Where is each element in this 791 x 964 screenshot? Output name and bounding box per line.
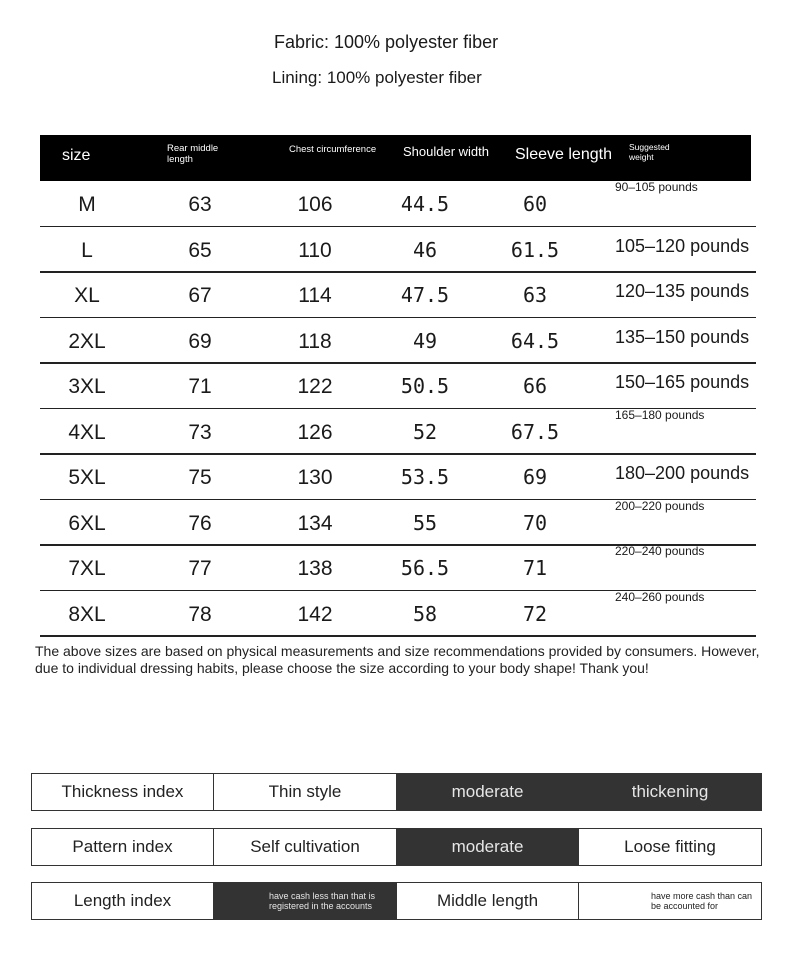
row-size: 6XL: [68, 511, 106, 535]
table-row: [40, 407, 751, 455]
table-row: [40, 546, 751, 591]
table-row: [40, 319, 751, 364]
lining-info: Lining: 100% polyester fiber: [272, 68, 482, 87]
row-rear-length: 67: [188, 284, 212, 307]
pattern-index-bar: [31, 828, 762, 868]
row-sleeve: 72: [522, 601, 548, 626]
row-chest: 118: [298, 329, 332, 353]
header-rear-length: Rear middle length: [167, 143, 219, 165]
row-sleeve: 66: [522, 374, 548, 398]
row-size: 2XL: [68, 329, 106, 353]
row-size: 7XL: [68, 557, 106, 580]
length-index-label: Length index: [31, 882, 214, 920]
row-chest: 114: [298, 284, 332, 307]
row-sleeve: 63: [522, 283, 548, 307]
row-sleeve: 70: [522, 510, 548, 535]
row-weight: 240–260 pounds: [615, 589, 705, 604]
row-size: L: [81, 238, 93, 262]
row-size: 3XL: [68, 375, 106, 398]
row-weight: 120–135 pounds: [615, 281, 750, 301]
row-divider: [40, 635, 756, 637]
row-weight: 135–150 pounds: [615, 326, 750, 347]
length-option-short: have cash less than that is registered in the accounts: [213, 882, 397, 920]
row-chest: 106: [297, 193, 333, 216]
table-row: [40, 273, 751, 318]
row-size: 4XL: [68, 420, 106, 444]
row-rear-length: 65: [188, 238, 212, 262]
row-size: M: [78, 193, 96, 216]
row-weight: 150–165 pounds: [615, 372, 750, 392]
row-weight: 180–200 pounds: [615, 463, 750, 483]
row-chest: 142: [297, 602, 333, 626]
table-row: [40, 228, 751, 273]
size-note: The above sizes are based on physical measurements and size recommendations provided by consumers. However, due to individual dressing habits, please choose the size according to your body shape! Thank you!: [35, 643, 760, 676]
row-shoulder: 49: [412, 328, 438, 353]
pattern-option-loose: Loose fitting: [578, 828, 762, 866]
length-index-bar: [31, 882, 762, 922]
row-shoulder: 52: [412, 419, 438, 444]
row-sleeve: 69: [522, 465, 548, 489]
row-weight: 220–240 pounds: [615, 544, 705, 558]
row-weight: 105–120 pounds: [615, 235, 750, 256]
row-rear-length: 78: [188, 602, 212, 626]
row-size: 5XL: [68, 466, 106, 489]
row-chest: 122: [297, 375, 333, 398]
row-shoulder: 53.5: [400, 465, 450, 489]
row-rear-length: 63: [188, 193, 212, 216]
row-sleeve: 64.5: [510, 328, 560, 353]
row-rear-length: 76: [188, 511, 212, 535]
row-size: 8XL: [68, 602, 106, 626]
row-sleeve: 71: [522, 556, 548, 580]
row-shoulder: 46: [412, 237, 438, 262]
row-shoulder: 44.5: [400, 192, 450, 216]
size-table-header: [40, 135, 751, 181]
thickness-option-thickening: thickening: [578, 773, 762, 811]
thickness-option-thin: Thin style: [213, 773, 397, 811]
table-row: [40, 455, 751, 500]
header-shoulder: Shoulder width: [403, 144, 489, 159]
thickness-index-label: Thickness index: [31, 773, 214, 811]
pattern-index-label: Pattern index: [31, 828, 214, 866]
row-chest: 138: [297, 557, 333, 580]
row-rear-length: 77: [188, 557, 212, 580]
row-chest: 110: [298, 238, 332, 262]
row-chest: 130: [297, 466, 333, 489]
row-sleeve: 61.5: [510, 237, 560, 262]
length-option-long: have more cash than can be accounted for: [578, 882, 762, 920]
length-option-middle: Middle length: [396, 882, 579, 920]
table-row: [40, 498, 751, 546]
row-shoulder: 56.5: [400, 556, 450, 580]
row-shoulder: 55: [412, 510, 438, 535]
row-weight: 200–220 pounds: [615, 498, 705, 513]
row-sleeve: 67.5: [510, 419, 560, 444]
table-row: [40, 364, 751, 409]
thickness-index-bar: [31, 773, 762, 813]
row-chest: 126: [297, 420, 333, 444]
header-weight: Suggested weight: [629, 142, 670, 162]
table-row: [40, 589, 751, 637]
row-shoulder: 58: [412, 601, 438, 626]
row-rear-length: 75: [188, 466, 212, 489]
pattern-option-self-cultivation: Self cultivation: [213, 828, 397, 866]
row-rear-length: 73: [188, 420, 212, 444]
row-rear-length: 69: [188, 329, 212, 353]
thickness-option-moderate: moderate: [396, 773, 579, 811]
header-size: size: [62, 147, 91, 164]
pattern-option-moderate: moderate: [396, 828, 579, 866]
row-weight: 90–105 pounds: [615, 180, 698, 194]
row-shoulder: 50.5: [400, 374, 450, 398]
table-row: [40, 182, 751, 227]
fabric-info: Fabric: 100% polyester fiber: [274, 32, 499, 52]
row-shoulder: 47.5: [400, 283, 450, 307]
header-chest: Chest circumference: [289, 144, 377, 155]
row-sleeve: 60: [522, 192, 548, 216]
row-weight: 165–180 pounds: [615, 407, 705, 422]
row-size: XL: [74, 284, 100, 307]
row-chest: 134: [297, 511, 333, 535]
header-sleeve: Sleeve length: [515, 146, 612, 163]
row-rear-length: 71: [188, 375, 212, 398]
